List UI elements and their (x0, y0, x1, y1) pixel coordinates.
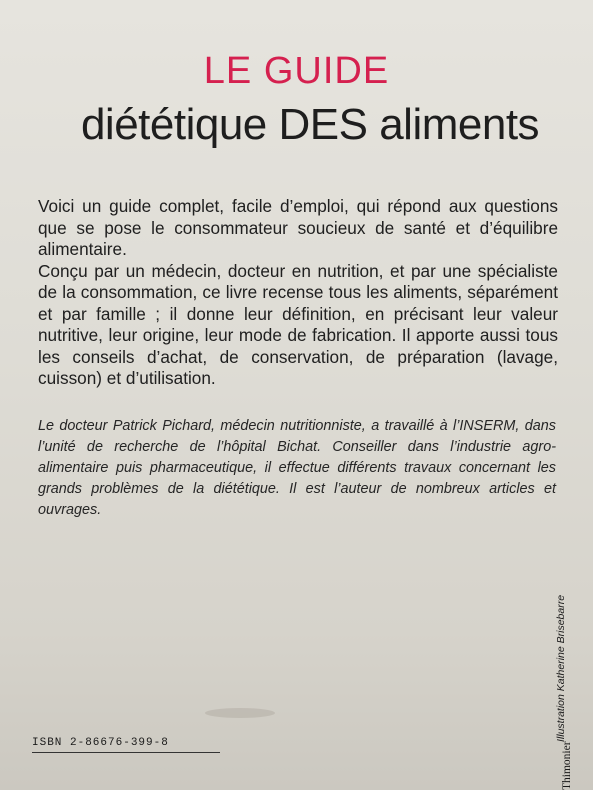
title-line-1: LE GUIDE (203, 50, 390, 92)
isbn-number: ISBN 2-86676-399-8 (32, 737, 169, 749)
author-bio: Le docteur Patrick Pichard, médecin nutritionniste, a travaillé à l’INSERM, dans l’unité de recherche de l’hôpital Bichat. Conseiller dans l’industrie agro-alimentaire puis pharmaceutique, il effectue différents travaux concernant les grands problèmes de la diététique. Il est l’auteur de nombreux articles et ouvrages. (38, 418, 556, 518)
smudge-mark (205, 708, 275, 718)
intro-paragraph-2: Conçu par un médecin, docteur en nutrition, et par une spécialiste de la consommation, ce livre recense tous les aliments, séparément et par famille ; il donne leur définition, en précisant leur valeur nutritive, leur origine, leur mode de fabrication. Il apporte aussi tous les conseils d’achat, de conservation, de préparation (lavage, cuisson) et d’utilisation. (38, 260, 558, 388)
publisher-name: Thimonier (561, 741, 573, 790)
isbn-rule (32, 752, 220, 753)
intro-text (38, 196, 558, 390)
intro-paragraph-1: Voici un guide complet, facile d’emploi, qui répond aux questions que se pose le consommateur soucieux de santé et d’équilibre alimentaire. (38, 196, 558, 259)
title-line-2: diététique DES aliments (80, 100, 540, 149)
illustration-credit: Illustration Katherine Brisebarre (555, 594, 567, 742)
